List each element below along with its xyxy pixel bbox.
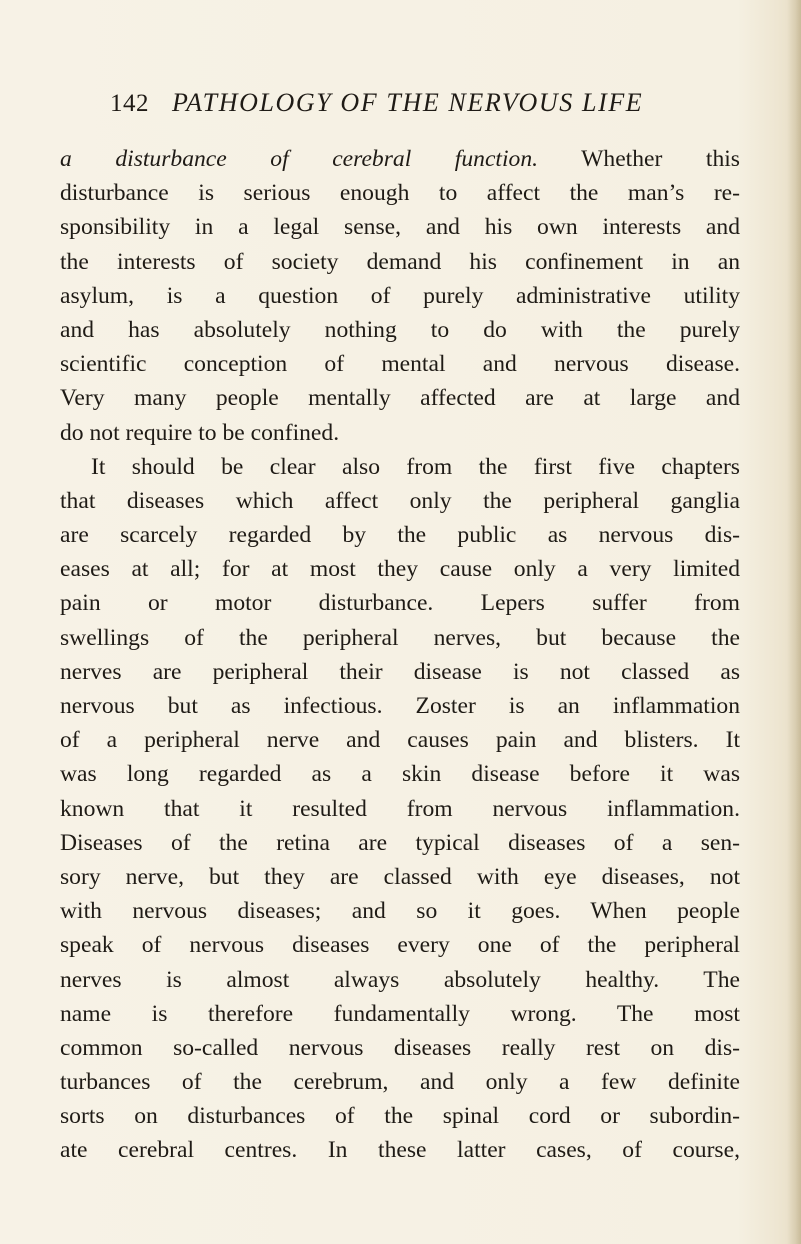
text-line: scientific conception of mental and nervous disease. xyxy=(60,351,740,378)
text-line: of a peripheral nerve and causes pain and blisters. It xyxy=(60,727,740,754)
text-line: Very many people mentally affected are at large and xyxy=(60,385,740,412)
page-header xyxy=(110,90,670,126)
text-line: speak of nervous diseases every one of the peripheral xyxy=(60,932,740,959)
text-line: nervous but as infectious. Zoster is an inflammation xyxy=(60,693,740,719)
text-line: nerves are peripheral their disease is not classed as xyxy=(60,658,740,685)
text-line-1-rest: Whether this xyxy=(538,146,740,172)
text-line: Diseases of the retina are typical diseases of a sen- xyxy=(60,829,740,856)
text-line: asylum, is a question of purely administrative utility xyxy=(60,282,740,309)
text-line: disturbance is serious enough to affect the man’s re- xyxy=(60,180,740,207)
body-text xyxy=(60,142,740,1168)
text-line: known that it resulted from nervous inflammation. xyxy=(60,795,740,822)
text-line: sponsibility in a legal sense, and his own interests and xyxy=(60,214,740,241)
text-line: turbances of the cerebrum, and only a few definite xyxy=(60,1069,740,1096)
text-line: do not require to be confined. xyxy=(60,419,340,446)
text-line: and has absolutely nothing to do with the purely xyxy=(60,316,740,343)
italic-phrase: a disturbance of cerebral function. xyxy=(60,146,539,172)
text-line: sory nerve, but they are classed with eye diseases, not xyxy=(60,863,740,890)
text-line: It should be clear also from the first five chapters xyxy=(91,453,740,480)
text-line: name is therefore fundamentally wrong. The most xyxy=(60,1000,740,1027)
text-line: pain or motor disturbance. Lepers suffer from xyxy=(60,590,740,617)
text-line: nerves is almost always absolutely healthy. The xyxy=(60,966,740,993)
text-line: with nervous diseases; and so it goes. When people xyxy=(60,898,740,925)
text-line: swellings of the peripheral nerves, but because the xyxy=(60,624,740,651)
page-edge-shadow xyxy=(787,0,801,1244)
page-number: 142 xyxy=(110,90,149,117)
text-line: eases at all; for at most they cause only a very limited xyxy=(60,556,740,583)
text-line: ate cerebral centres. In these latter cases, of course, xyxy=(60,1137,740,1164)
text-line: that diseases which affect only the peripheral ganglia xyxy=(60,487,740,514)
text-line: was long regarded as a skin disease before it was xyxy=(60,761,740,788)
running-title: PATHOLOGY OF THE NERVOUS LIFE xyxy=(172,88,644,117)
text-line: common so-called nervous diseases really rest on dis- xyxy=(60,1034,740,1061)
text-line: sorts on disturbances of the spinal cord or subordin- xyxy=(60,1103,740,1130)
text-line: the interests of society demand his confinement in an xyxy=(60,248,740,275)
text-line-1 xyxy=(60,142,740,176)
text-line: are scarcely regarded by the public as nervous dis- xyxy=(60,522,740,549)
